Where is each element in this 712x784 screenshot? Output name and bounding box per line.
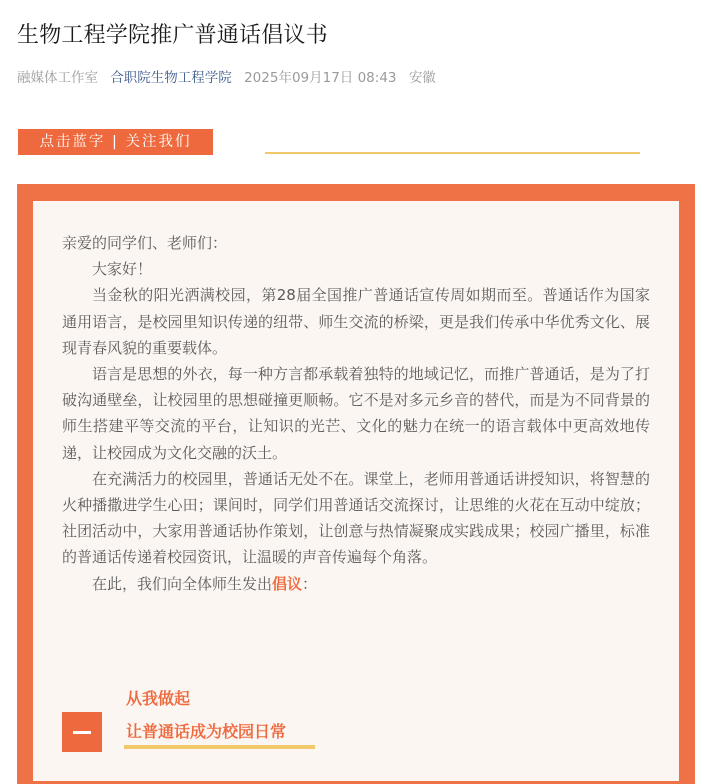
article-title: 生物工程学院推广普通话倡议书 — [17, 23, 328, 48]
follow-us-banner[interactable]: 点击蓝字 | 关注我们 — [18, 129, 213, 155]
letter-paragraph-4 — [62, 571, 650, 597]
account-name-link[interactable]: 合职院生物工程学院 — [110, 70, 232, 86]
dash-icon — [73, 731, 91, 734]
section-kicker: 从我做起 — [126, 689, 191, 708]
follow-divider-line — [265, 152, 640, 154]
article-source: 融媒体工作室 — [17, 70, 98, 86]
section-title: 让普通话成为校园日常 — [126, 722, 287, 741]
letter-salutation: 亲爱的同学们、老师们： — [62, 234, 228, 252]
article-datetime: 2025年09月17日 08:43 — [244, 70, 397, 86]
letter-greeting: 大家好！ — [92, 260, 153, 279]
letter-paragraph-4-colon: ： — [302, 574, 318, 593]
letter-paragraph-3: 在充满活力的校园里，普通话无处不在。课堂上，老师用普通话讲授知识，将智慧的火种播撒进学生心田；课间时，同学们用普通话交流探讨，让思维的火花在互动中绽放；社团活动中，大家用普通话协作策划，让创意与热情凝聚成实践成果；校园广播里，标准的普通话传递着校园资讯，让温暖的声音传遍每个角落。 — [62, 469, 650, 567]
section-number-badge — [62, 712, 102, 752]
letter-paragraph-4-text: 在此，我们向全体师生发出 — [92, 574, 273, 593]
article-meta — [17, 66, 444, 86]
letter-body — [62, 230, 650, 597]
letter-paragraph-1: 当金秋的阳光洒满校园，第28届全国推广普通话宣传周如期而至。普通话作为国家通用语言，是校园里知识传递的纽带、师生交流的桥梁，更是我们传承中华优秀文化、展现青春风貌的重要载体。 — [62, 286, 650, 357]
letter-paragraph-2: 语言是思想的外衣，每一种方言都承载着独特的地域记忆，而推广普通话，是为了打破沟通壁垒，让校园里的思想碰撞更顺畅。它不是对多元乡音的替代，而是为不同背景的师生搭建平等交流的平台，让知识的光芒、文化的魅力在统一的语言载体中更高效地传递，让校园成为文化交融的沃土。 — [62, 365, 650, 462]
article-location: 安徽 — [408, 70, 436, 86]
proposal-highlight: 倡议 — [272, 574, 303, 593]
section-title-underline — [124, 745, 315, 749]
